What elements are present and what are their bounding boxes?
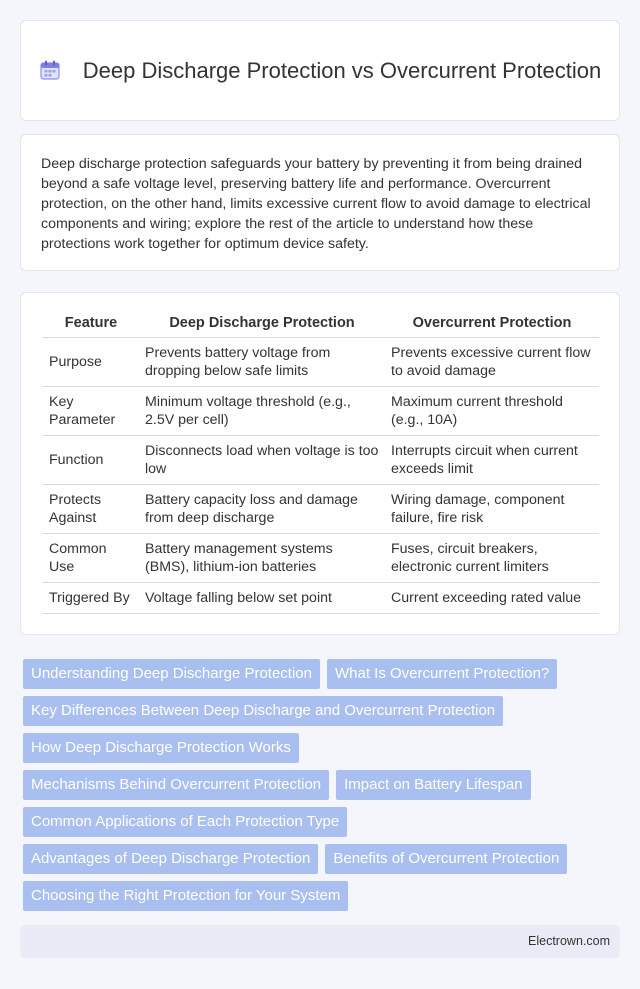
table-cell-deep-discharge: Voltage falling below set point <box>139 582 385 613</box>
comparison-table-card <box>20 292 620 635</box>
topic-tag[interactable]: Mechanisms Behind Overcurrent Protection <box>23 770 329 800</box>
table-cell-deep-discharge: Prevents battery voltage from dropping below safe limits <box>139 337 385 386</box>
table-cell-deep-discharge: Disconnects load when voltage is too low <box>139 435 385 484</box>
summary-card <box>20 134 620 271</box>
summary-text: Deep discharge protection safeguards your battery by preventing it from being drained beyond a safe voltage level, preserving battery life and performance. Overcurrent protection, on the other hand, limits excessive current flow to avoid damage to electrical components and wiring; explore the rest of the article to understand how these protections work together for optimum device safety. <box>41 156 591 252</box>
topic-tag[interactable]: Common Applications of Each Protection Type <box>23 807 347 837</box>
topic-tag[interactable]: How Deep Discharge Protection Works <box>23 733 299 763</box>
page-title-text: Deep Discharge Protection vs Overcurrent Protection <box>82 58 602 83</box>
topic-tags <box>23 659 613 918</box>
table-row <box>43 386 599 435</box>
table-cell-feature: Triggered By <box>43 582 139 613</box>
tag-row <box>23 733 613 770</box>
footer <box>20 925 620 958</box>
table-cell-deep-discharge: Battery management systems (BMS), lithium-ion batteries <box>139 533 385 582</box>
table-row <box>43 533 599 582</box>
table-cell-deep-discharge: Minimum voltage threshold (e.g., 2.5V per cell) <box>139 386 385 435</box>
topic-tag[interactable]: Advantages of Deep Discharge Protection <box>23 844 318 874</box>
header-deep-discharge: Deep Discharge Protection <box>139 315 385 337</box>
tag-row <box>23 696 613 733</box>
topic-tag[interactable]: Benefits of Overcurrent Protection <box>325 844 567 874</box>
comparison-table <box>43 315 599 614</box>
tag-row <box>23 659 613 696</box>
topic-tag[interactable]: What Is Overcurrent Protection? <box>327 659 557 689</box>
table-cell-overcurrent: Wiring damage, component failure, fire risk <box>385 484 599 533</box>
header-overcurrent: Overcurrent Protection <box>385 315 599 337</box>
table-cell-overcurrent: Interrupts circuit when current exceeds limit <box>385 435 599 484</box>
table-row <box>43 435 599 484</box>
tag-row <box>23 807 613 844</box>
title-wrap <box>21 21 619 120</box>
topic-tag[interactable]: Choosing the Right Protection for Your System <box>23 881 348 911</box>
topic-tag[interactable]: Key Differences Between Deep Discharge and Overcurrent Protection <box>23 696 503 726</box>
topic-tag[interactable]: Impact on Battery Lifespan <box>336 770 530 800</box>
table-cell-overcurrent: Fuses, circuit breakers, electronic current limiters <box>385 533 599 582</box>
table-cell-deep-discharge: Battery capacity loss and damage from deep discharge <box>139 484 385 533</box>
tag-row <box>23 844 613 881</box>
tag-row <box>23 881 613 918</box>
table-cell-feature: Function <box>43 435 139 484</box>
table-header-row <box>43 315 599 337</box>
table-row <box>43 337 599 386</box>
table-cell-feature: Protects Against <box>43 484 139 533</box>
table-cell-overcurrent: Maximum current threshold (e.g., 10A) <box>385 386 599 435</box>
footer-brand[interactable]: Electrown.com <box>528 934 610 948</box>
page-title <box>39 56 601 85</box>
table-cell-feature: Purpose <box>43 337 139 386</box>
topic-tag[interactable]: Understanding Deep Discharge Protection <box>23 659 320 689</box>
calendar-icon <box>39 59 61 81</box>
table-cell-feature: Key Parameter <box>43 386 139 435</box>
table-cell-overcurrent: Current exceeding rated value <box>385 582 599 613</box>
table-cell-feature: Common Use <box>43 533 139 582</box>
table-cell-overcurrent: Prevents excessive current flow to avoid damage <box>385 337 599 386</box>
tag-row <box>23 770 613 807</box>
table-row <box>43 484 599 533</box>
table-row <box>43 582 599 613</box>
title-card <box>20 20 620 121</box>
header-feature: Feature <box>43 315 139 337</box>
